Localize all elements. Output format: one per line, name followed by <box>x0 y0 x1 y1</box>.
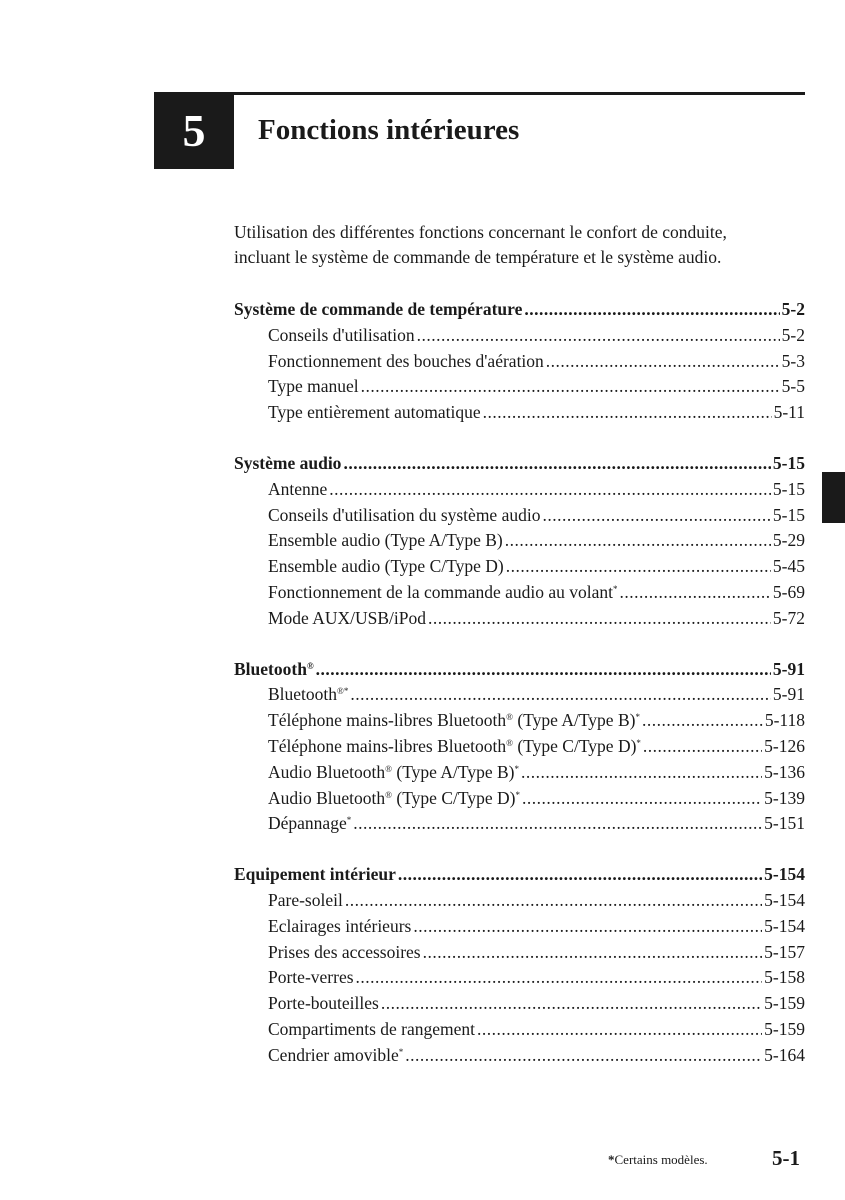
chapter-header-rule <box>234 92 805 95</box>
toc-entry[interactable] <box>234 351 805 377</box>
toc-entry-label <box>268 813 351 834</box>
toc-entry-label <box>268 890 343 911</box>
toc-entry-text: Antenne <box>268 478 328 499</box>
toc-entry-superscript: * <box>515 789 520 800</box>
toc-entry[interactable] <box>234 556 805 582</box>
toc-page-ref: 5-29 <box>772 530 805 551</box>
toc-entry-text: Type manuel <box>268 376 359 397</box>
toc-entry[interactable] <box>234 736 805 762</box>
toc-dot-leader <box>329 479 771 500</box>
toc-entry-superscript: * <box>514 763 519 774</box>
toc-entry-label <box>268 608 426 629</box>
toc-entry-text: Système audio <box>234 452 342 473</box>
toc-entry[interactable] <box>234 993 805 1019</box>
toc-entry-label <box>268 556 504 577</box>
toc-page-ref: 5-126 <box>764 735 805 756</box>
toc-dot-leader <box>405 1045 762 1066</box>
toc-dot-leader <box>381 993 762 1014</box>
toc-dot-leader <box>353 813 762 834</box>
registered-mark: ® <box>385 763 392 774</box>
toc-entry-text: Porte-verres <box>268 967 354 988</box>
toc-dot-leader <box>542 505 770 526</box>
toc-entry-superscript: * <box>346 815 352 826</box>
toc-entry[interactable] <box>234 505 805 531</box>
toc-page-ref: 5-164 <box>764 1044 805 1065</box>
toc-dot-leader <box>413 916 762 937</box>
toc-entry-text: Dépannage <box>268 813 347 834</box>
toc-entry[interactable] <box>234 967 805 993</box>
toc-dot-leader <box>506 556 771 577</box>
toc-entry-label <box>268 505 540 526</box>
toc-page-ref: 5-136 <box>764 761 805 782</box>
chapter-thumb-tab <box>822 472 845 523</box>
toc-entry-label <box>234 659 314 680</box>
toc-page-ref: 5-154 <box>764 915 805 936</box>
toc-section-gap <box>234 634 805 659</box>
toc-page-ref: 5-154 <box>764 889 805 910</box>
table-of-contents <box>234 299 805 1071</box>
toc-entry-text: Compartiments de rangement <box>268 1018 476 1039</box>
toc-entry-label <box>268 1045 403 1066</box>
toc-dot-leader <box>642 710 763 731</box>
toc-entry[interactable] <box>234 325 805 351</box>
toc-dot-leader <box>316 659 771 680</box>
toc-dot-leader <box>343 453 770 474</box>
toc-entry-text: Porte-bouteilles <box>268 993 379 1014</box>
page-number: 5-1 <box>772 1146 800 1170</box>
toc-section-heading[interactable] <box>234 659 805 685</box>
toc-section <box>234 299 805 428</box>
toc-entry-text: Eclairages intérieurs <box>268 915 412 936</box>
toc-section-gap <box>234 839 805 864</box>
toc-entry-text: Fonctionnement des bouches d'aération <box>268 350 544 371</box>
toc-dot-leader <box>521 762 762 783</box>
toc-entry-superscript: ®* <box>337 686 349 697</box>
toc-entry-text: Bluetooth <box>268 684 338 705</box>
footnote-text: Certains modèles. <box>614 1152 708 1167</box>
toc-section-heading[interactable] <box>234 864 805 890</box>
toc-entry-label <box>268 762 519 783</box>
toc-section <box>234 659 805 840</box>
toc-entry-label <box>234 299 522 320</box>
footnote <box>608 1152 708 1168</box>
toc-dot-leader <box>423 942 763 963</box>
toc-entry-label <box>268 1019 475 1040</box>
toc-entry-label <box>268 684 348 705</box>
toc-page-ref: 5-2 <box>781 299 805 319</box>
toc-dot-leader <box>522 788 762 809</box>
toc-entry-text: Audio Bluetooth® (Type C/Type D) <box>268 787 516 808</box>
toc-entry-label <box>268 582 618 603</box>
toc-entry-superscript: * <box>635 712 640 723</box>
toc-dot-leader <box>620 582 771 603</box>
toc-entry[interactable] <box>234 762 805 788</box>
toc-entry-label <box>234 453 341 474</box>
toc-page-ref: 5-159 <box>764 993 805 1014</box>
toc-dot-leader <box>356 967 763 988</box>
toc-entry-label <box>268 479 327 500</box>
toc-entry-text: Ensemble audio (Type C/Type D) <box>268 556 504 577</box>
toc-page-ref: 5-91 <box>772 658 805 679</box>
intro-line: Utilisation des différentes fonctions concernant le confort de conduite, <box>234 222 727 242</box>
toc-entry-label <box>268 376 359 397</box>
toc-entry-text: Type entièrement automatique <box>268 402 481 423</box>
toc-entry[interactable] <box>234 942 805 968</box>
toc-dot-leader <box>477 1019 762 1040</box>
toc-entry[interactable] <box>234 479 805 505</box>
toc-entry-text: Bluetooth <box>234 658 307 679</box>
intro-paragraph <box>234 220 805 270</box>
footnote-mark: * <box>608 1152 615 1167</box>
toc-dot-leader <box>361 376 780 397</box>
registered-mark: ® <box>506 712 513 723</box>
toc-page-ref: 5-69 <box>772 581 805 602</box>
toc-page-ref: 5-15 <box>772 478 805 499</box>
toc-dot-leader <box>398 864 762 885</box>
toc-entry-superscript: * <box>613 583 618 594</box>
toc-page-ref: 5-157 <box>764 941 805 962</box>
toc-entry[interactable] <box>234 788 805 814</box>
toc-entry-superscript: * <box>398 1046 404 1057</box>
toc-dot-leader <box>417 325 780 346</box>
toc-entry-text: Audio Bluetooth® (Type A/Type B) <box>268 761 515 782</box>
toc-entry[interactable] <box>234 1045 805 1071</box>
toc-entry-text: Téléphone mains-libres Bluetooth® (Type A/Type B) <box>268 710 636 731</box>
toc-entry[interactable] <box>234 710 805 736</box>
toc-page-ref: 5-91 <box>772 684 805 705</box>
toc-entry-superscript: ® <box>306 660 314 671</box>
toc-entry-label <box>268 402 481 423</box>
toc-entry-label <box>268 916 411 937</box>
toc-entry-text: Fonctionnement de la commande audio au volant <box>268 581 614 602</box>
toc-section <box>234 453 805 634</box>
registered-mark: ® <box>385 789 392 800</box>
toc-entry[interactable] <box>234 890 805 916</box>
toc-entry[interactable] <box>234 1019 805 1045</box>
toc-entry[interactable] <box>234 402 805 428</box>
toc-entry[interactable] <box>234 916 805 942</box>
toc-entry-text: Ensemble audio (Type A/Type B) <box>268 530 503 551</box>
toc-page-ref: 5-45 <box>772 556 805 577</box>
toc-entry-label <box>268 325 415 346</box>
chapter-number-box <box>154 92 234 169</box>
toc-page-ref: 5-3 <box>781 350 805 371</box>
toc-dot-leader <box>428 608 771 629</box>
toc-entry[interactable] <box>234 582 805 608</box>
toc-section-heading[interactable] <box>234 299 805 325</box>
toc-page-ref: 5-72 <box>772 607 805 628</box>
toc-entry-label <box>268 942 421 963</box>
toc-page-ref: 5-118 <box>764 710 805 731</box>
toc-section-gap <box>234 428 805 453</box>
toc-entry-text: Pare-soleil <box>268 889 343 910</box>
toc-entry-text: Prises des accessoires <box>268 941 421 962</box>
toc-entry-label <box>268 530 503 551</box>
toc-dot-leader <box>643 736 762 757</box>
chapter-title: Fonctions intérieures <box>258 114 520 146</box>
toc-entry-label <box>268 788 520 809</box>
toc-entry-label <box>268 351 544 372</box>
toc-entry[interactable] <box>234 684 805 710</box>
toc-page-ref: 5-158 <box>764 967 805 988</box>
toc-entry-text: Conseils d'utilisation du système audio <box>268 504 541 525</box>
registered-mark: ® <box>506 737 513 748</box>
toc-entry[interactable] <box>234 530 805 556</box>
toc-entry-label <box>234 864 396 885</box>
toc-entry-text: Système de commande de température <box>234 299 523 319</box>
toc-dot-leader <box>483 402 772 423</box>
toc-dot-leader <box>524 299 779 320</box>
toc-entry-text: Mode AUX/USB/iPod <box>268 607 427 628</box>
toc-entry[interactable] <box>234 376 805 402</box>
toc-entry-label <box>268 736 641 757</box>
toc-page-ref: 5-15 <box>772 452 805 473</box>
toc-entry-label <box>268 710 640 731</box>
toc-entry-text: Conseils d'utilisation <box>268 324 415 345</box>
toc-dot-leader <box>350 684 771 705</box>
intro-line: incluant le système de commande de température et le système audio. <box>234 247 722 267</box>
toc-page-ref: 5-11 <box>773 402 805 423</box>
toc-page-ref: 5-15 <box>772 504 805 525</box>
toc-entry[interactable] <box>234 608 805 634</box>
toc-entry-superscript: * <box>636 737 641 748</box>
toc-page-ref: 5-139 <box>764 787 805 808</box>
toc-entry-text: Equipement intérieur <box>234 864 396 885</box>
toc-entry-text: Téléphone mains-libres Bluetooth® (Type C/Type D) <box>268 735 637 756</box>
toc-dot-leader <box>546 351 780 372</box>
toc-entry[interactable] <box>234 813 805 839</box>
toc-entry-label <box>268 967 354 988</box>
toc-page-ref: 5-154 <box>764 864 805 885</box>
toc-entry-label <box>268 993 379 1014</box>
chapter-number: 5 <box>182 105 206 156</box>
toc-page-ref: 5-5 <box>781 376 805 397</box>
toc-entry-text: Cendrier amovible <box>268 1044 399 1065</box>
toc-page-ref: 5-151 <box>764 813 805 834</box>
toc-page-ref: 5-159 <box>764 1018 805 1039</box>
toc-page-ref: 5-2 <box>781 324 805 345</box>
toc-section-heading[interactable] <box>234 453 805 479</box>
toc-dot-leader <box>345 890 762 911</box>
toc-section <box>234 864 805 1070</box>
toc-dot-leader <box>505 530 771 551</box>
